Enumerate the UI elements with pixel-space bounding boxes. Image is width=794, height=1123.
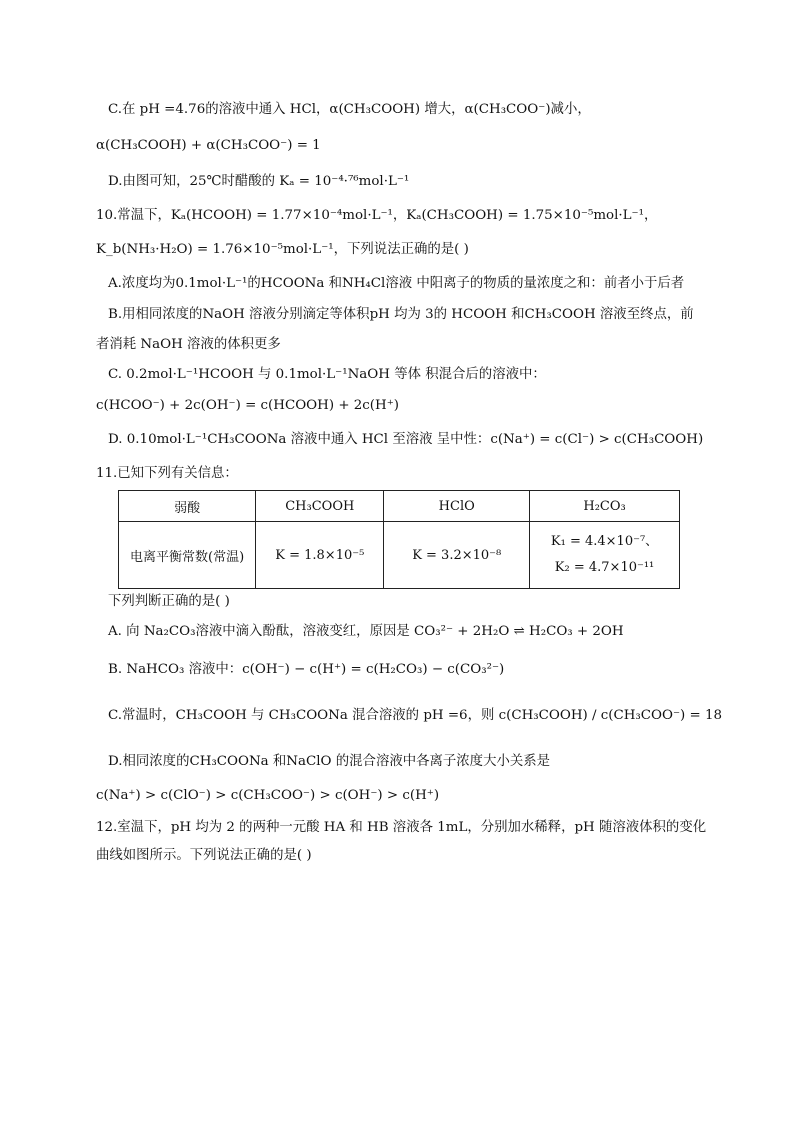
option-c-line-2: α(CH₃COOH) + α(CH₃COO⁻) = 1 [96,138,321,153]
table-cell-k-ch3cooh: K = 1.8×10⁻⁵ [256,522,384,589]
table-header-hclo: HClO [384,491,530,522]
question-12-line-2: 曲线如图所示。下列说法正确的是( ) [96,848,312,863]
question-11-option-b: B. NaHCO₃ 溶液中：c(OH⁻) − c(H⁺) = c(H₂CO₃) − c(CO₃²⁻) [108,662,505,677]
option-d-line: D.由图可知，25℃时醋酸的 Kₐ = 10⁻⁴·⁷⁶mol·L⁻¹ [108,174,410,189]
question-10-option-d: D. 0.10mol·L⁻¹CH₃COONa 溶液中通入 HCl 至溶液 呈中性：c(Na⁺) = c(Cl⁻) > c(CH₃COOH) [108,432,704,447]
table-header-h2co3: H₂CO₃ [530,491,680,522]
question-11-line: 11.已知下列有关信息： [96,466,238,481]
table-row-label: 电离平衡常数(常温) [119,522,256,589]
table-header-weak-acid: 弱酸 [119,491,256,522]
question-12-line-1: 12.室温下，pH 均为 2 的两种一元酸 HA 和 HB 溶液各 1mL，分别加水稀释，pH 随溶液体积的变化 [96,820,707,835]
question-11-option-a: A. 向 Na₂CO₃溶液中滴入酚酞，溶液变红，原因是 CO₃²⁻ + 2H₂O ⇌ H₂CO₃ + 2OH [108,624,624,639]
question-11-prompt: 下列判断正确的是( ) [108,594,230,609]
ionization-constant-table [118,490,680,589]
question-10-option-b-line-1: B.用相同浓度的NaOH 溶液分别滴定等体积pH 均为 3的 HCOOH 和CH₃COOH 溶液至终点，前 [108,307,694,322]
question-11-option-d-line-2: c(Na⁺) > c(ClO⁻) > c(CH₃COO⁻) > c(OH⁻) > c(H⁺) [96,788,440,803]
question-10-option-a: A.浓度均为0.1mol·L⁻¹的HCOONa 和NH₄Cl溶液 中阳离子的物质的量浓度之和：前者小于后者 [108,276,685,291]
question-10-option-c-line-1: C. 0.2mol·L⁻¹HCOOH 与 0.1mol·L⁻¹NaOH 等体 积混合后的溶液中： [108,367,546,382]
table-header-ch3cooh: CH₃COOH [256,491,384,522]
question-11-option-c: C.常温时，CH₃COOH 与 CH₃COONa 混合溶液的 pH =6，则 c(CH₃COOH) / c(CH₃COO⁻) = 18 [108,708,723,723]
table-cell-k2-h2co3: K₂ = 4.7×10⁻¹¹ [554,560,655,575]
question-10-line-2: K_b(NH₃·H₂O) = 1.76×10⁻⁵mol·L⁻¹，下列说法正确的是( ) [96,242,469,257]
option-c-line-1: C.在 pH =4.76的溶液中通入 HCl，α(CH₃COOH) 增大，α(CH₃COO⁻)减小， [108,102,591,117]
question-10-option-b-line-2: 者消耗 NaOH 溶液的体积更多 [96,337,281,352]
table-cell-k-h2co3 [530,522,680,589]
question-10-option-c-line-2: c(HCOO⁻) + 2c(OH⁻) = c(HCOOH) + 2c(H⁺) [96,398,400,413]
question-10-line-1: 10.常温下，Kₐ(HCOOH) = 1.77×10⁻⁴mol·L⁻¹，Kₐ(CH₃COOH) = 1.75×10⁻⁵mol·L⁻¹， [96,208,658,223]
table-cell-k-hclo: K = 3.2×10⁻⁸ [384,522,530,589]
question-11-option-d-line-1: D.相同浓度的CH₃COONa 和NaClO 的混合溶液中各离子浓度大小关系是 [108,754,551,769]
table-cell-k1-h2co3: K₁ = 4.4×10⁻⁷、 [550,534,659,549]
